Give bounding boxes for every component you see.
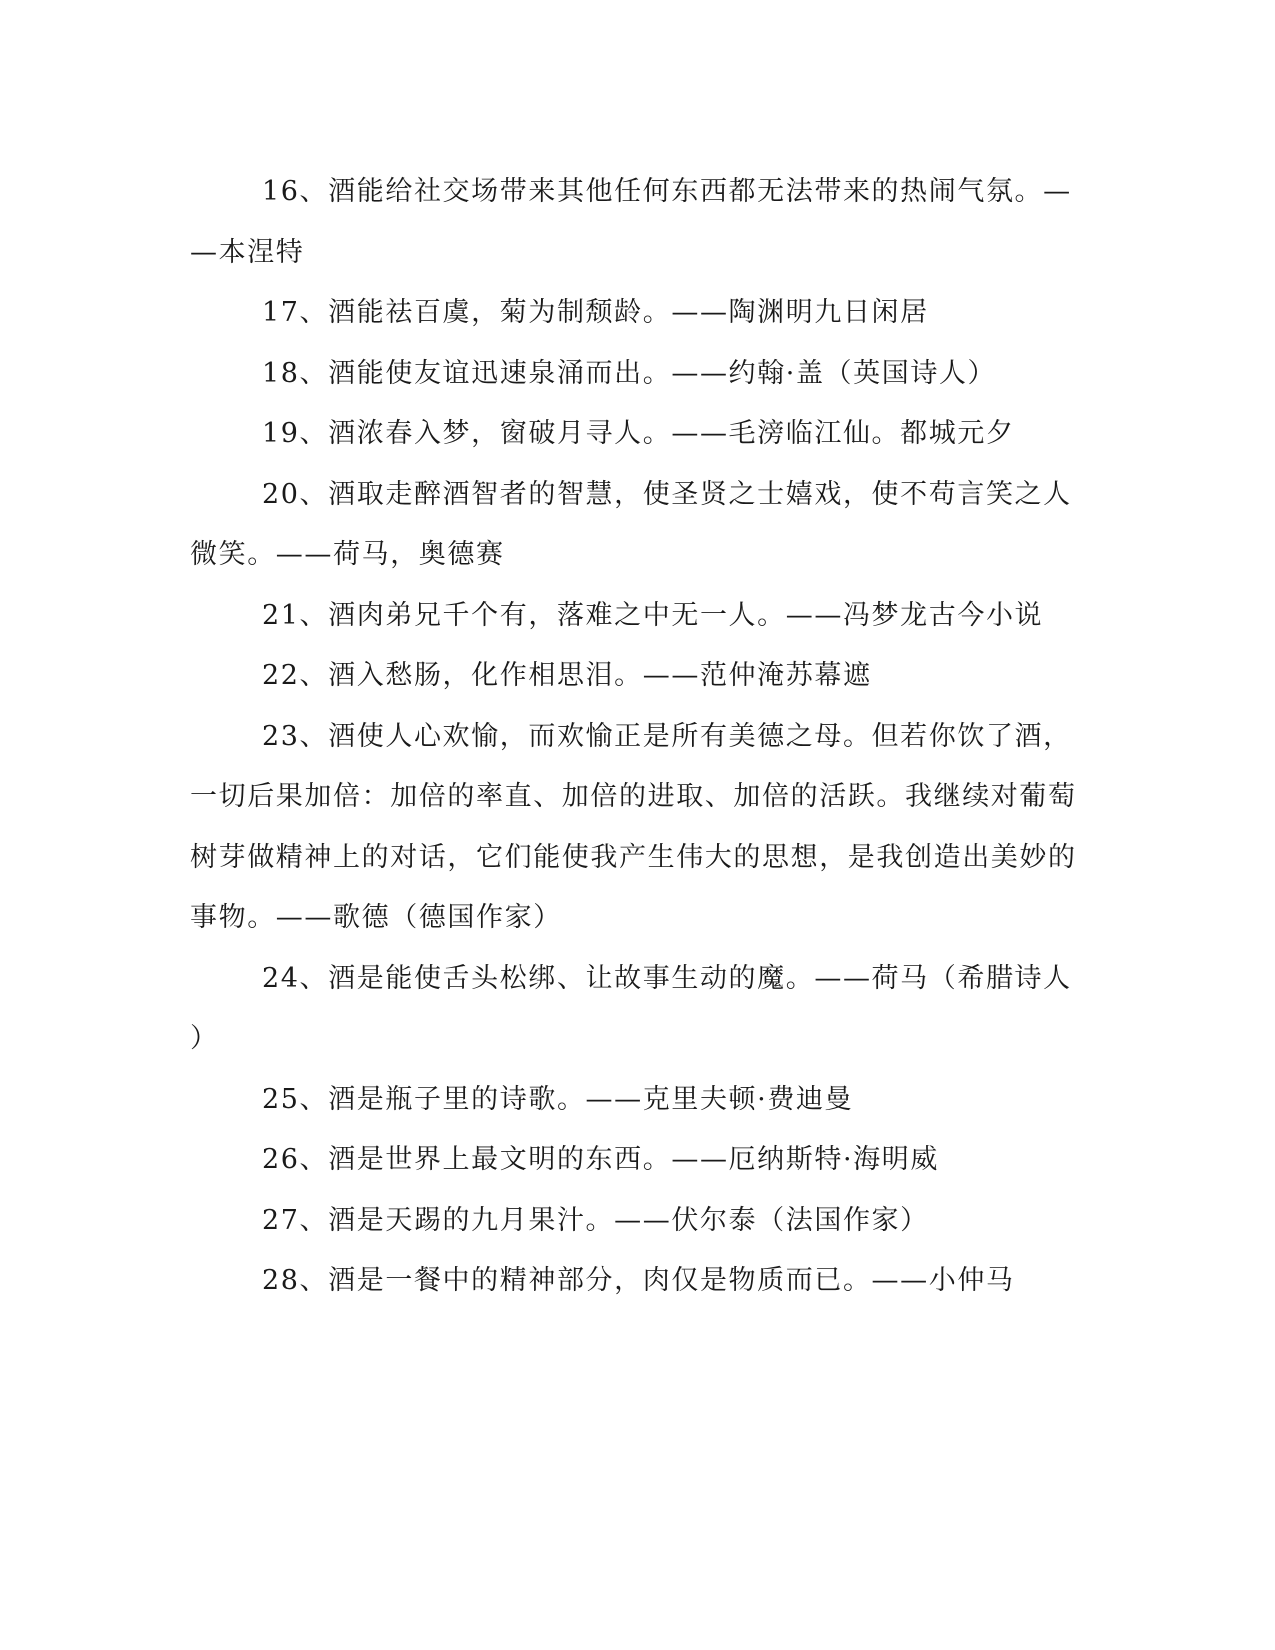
quote-entry-19: 19、酒浓春入梦，窗破月寻人。——毛滂临江仙。都城元夕 (262, 418, 1015, 449)
quote-entry-26: 26、酒是世界上最文明的东西。——厄纳斯特·海明威 (262, 1144, 939, 1175)
quote-entry-21: 21、酒肉弟兄千个有，落难之中无一人。——冯梦龙古今小说 (262, 599, 1044, 631)
quote-entry-17: 17、酒能祛百虞，菊为制颓龄。——陶渊明九日闲居 (262, 297, 929, 328)
quote-entry-25: 25、酒是瓶子里的诗歌。——克里夫顿·费迪曼 (262, 1083, 854, 1115)
quote-entry-24: 24、酒是能使舌头松绑、让故事生动的魔。——荷马（希腊诗人） (190, 962, 1072, 1054)
quote-entry-23: 23、酒使人心欢愉，而欢愉正是所有美德之母。但若你饮了酒，一切后果加倍：加倍的率直、加倍的进取、加倍的活跃。我继续对葡萄树芽做精神上的对话，它们能使我产生伟大的思想，是我创造出美妙的事物。——歌德（德国作家） (190, 720, 1077, 933)
quote-entry-20: 20、酒取走醉酒智者的智慧，使圣贤之士嬉戏，使不苟言笑之人微笑。——荷马，奥德赛 (190, 478, 1072, 570)
quote-entry-18: 18、酒能使友谊迅速泉涌而出。——约翰·盖（英国诗人） (262, 357, 997, 389)
quote-entry-27: 27、酒是天踢的九月果汁。——伏尔泰（法国作家） (262, 1204, 929, 1236)
quote-entry-16: 16、酒能给社交场带来其他任何东西都无法带来的热闹气氛。——本涅特 (190, 176, 1072, 268)
quote-entry-22: 22、酒入愁肠，化作相思泪。——范仲淹苏幕遮 (262, 660, 872, 691)
quote-entry-28: 28、酒是一餐中的精神部分，肉仅是物质而已。——小仲马 (262, 1265, 1015, 1296)
quote-list (190, 162, 1080, 1312)
